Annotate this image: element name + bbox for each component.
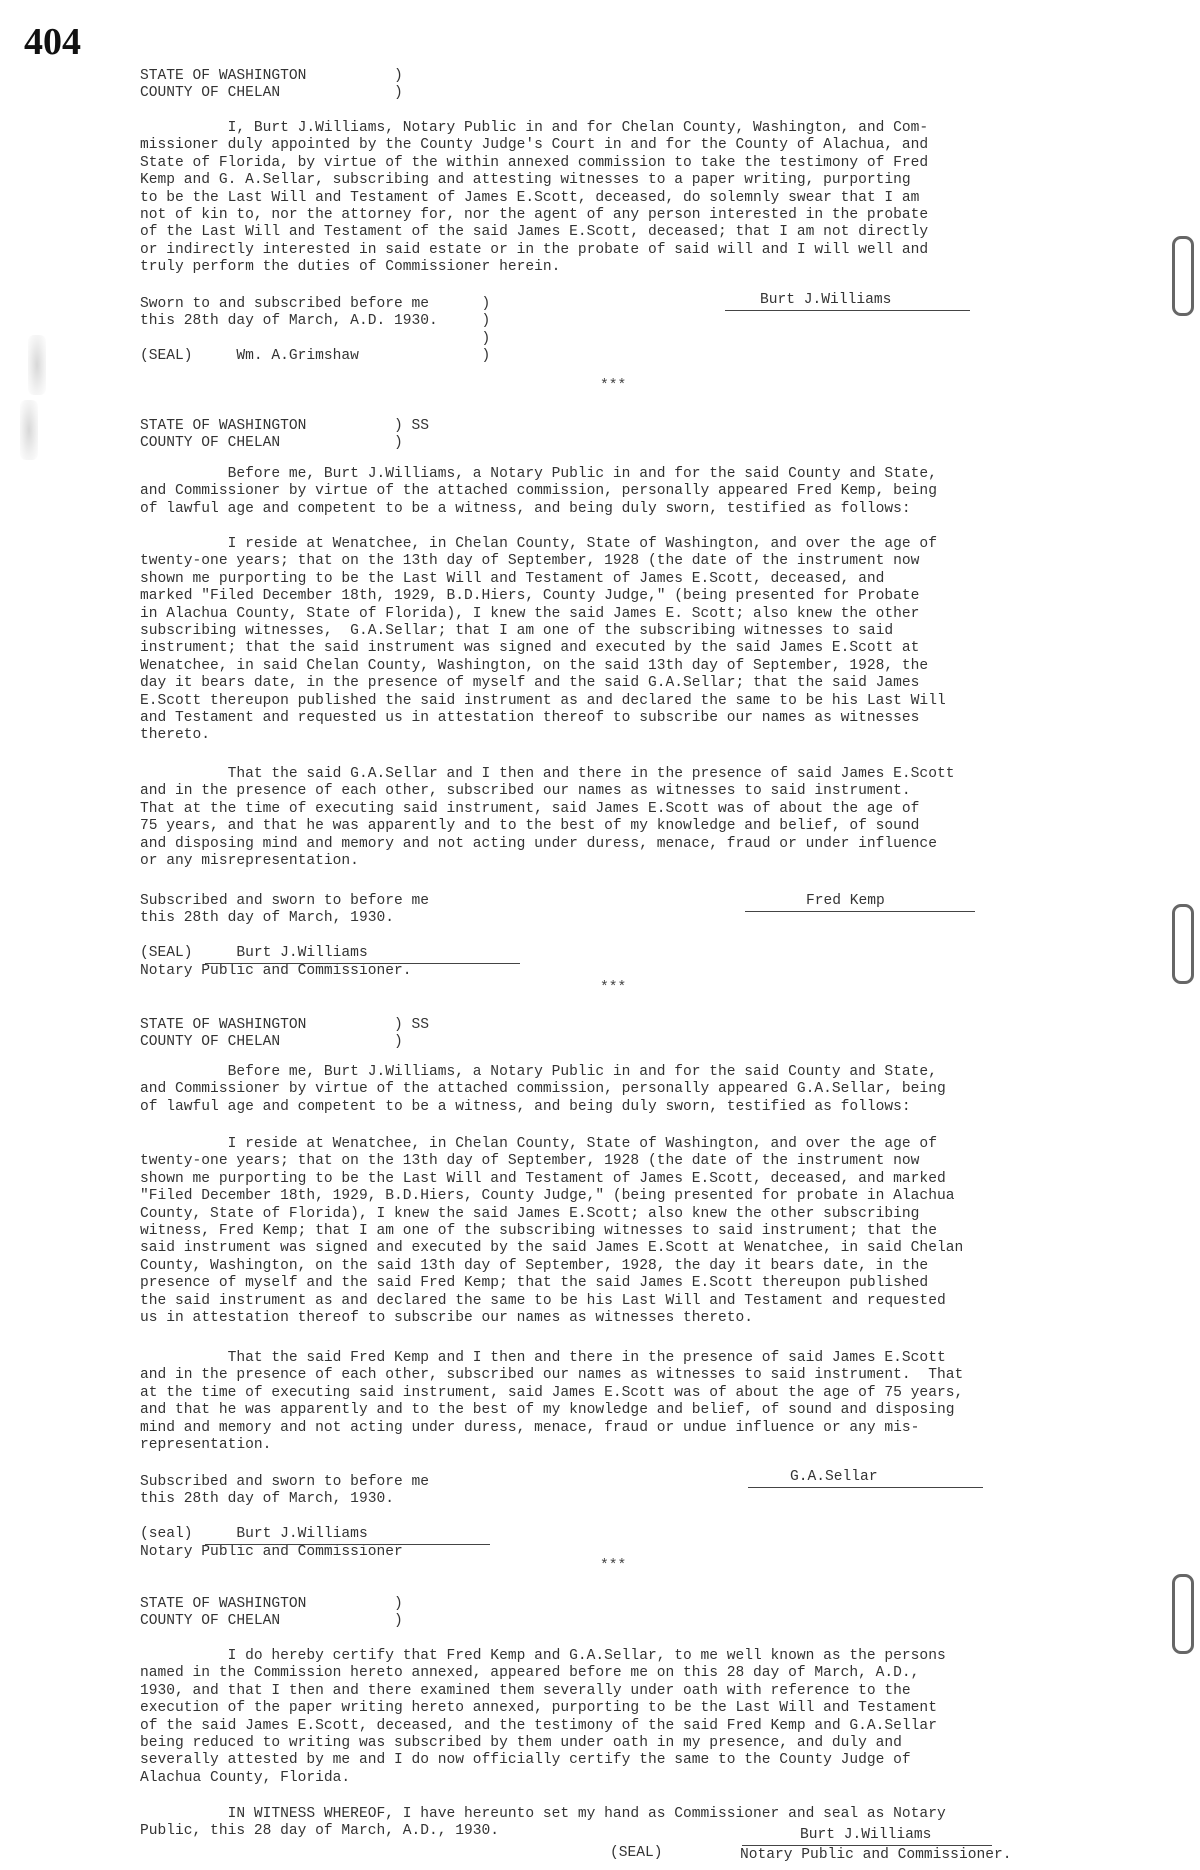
certificate-seal: (SEAL) (610, 1845, 663, 1861)
deposition-sellar-testimony-2: That the said Fred Kemp and I then and there in the presence of said James E.Scott and in the presence of each other, subscribed our names as witnesses to said instrument. That at the time of executing said instrument, said James E.Scott was of about the age of 75 years, and that he was apparently and to the best of my knowledge and belief, of sound and disposing mind and memory and not acting under duress, menace, fraud or undue influence or any mis- representation. (140, 1350, 964, 1454)
certificate-body: I do hereby certify that Fred Kemp and G.A.Sellar, to me well known as the persons named in the Commission hereto annexed, appeared before me on this 28 day of March, A.D., 1930, and that I then and there examined them severally under oath with reference to the execution of the paper writing hereto annexed, purporting to be the Last Will and Testament of the said James E.Scott, deceased, and the testimony of the said Fred Kemp and G.A.Sellar being reduced to writing was subscribed by them under oath in my presence, and duly and severally attested by me and I do now officially certify the same to the County Judge of Alachua County, Florida. (140, 1648, 946, 1786)
affidavit-jurat: Sworn to and subscribed before me ) this 28th day of March, A.D. 1930. ) ) (SEAL) Wm. A.Grimshaw ) (140, 296, 491, 365)
deposition-kemp-testimony-1: I reside at Wenatchee, in Chelan County, State of Washington, and over the age of twenty-one years; that on the 13th day of September, 1928 (the date of the instrument now shown me purporting to be the Last Will and Testament of James E.Scott, deceased, and marked "Filed December 18th, 1929, B.D.Hiers, County Judge," (being presented for Probate in Alachua County, State of Florida), I knew the said James E. Scott; also knew the other subscribing witnesses, G.A.Sellar; that I am one of the subscribing witnesses to said instrument; that the said instrument was signed and executed by the said James E.Scott at Wenatchee, in said Chelan County, Washington, on the said 13th day of September, 1928, the day it bears date, in the presence of myself and the said G.A.Sellar; that the said James E.Scott thereupon published the said instrument as and declared the same to be his Last Will and Testament and requested us in attestation thereof to subscribe our names as witnesses thereto. (140, 536, 946, 744)
margin-smudge (20, 400, 38, 460)
deposition-sellar-venue: STATE OF WASHINGTON ) SS COUNTY OF CHELAN ) (140, 1017, 430, 1051)
affidavit-body: I, Burt J.Williams, Notary Public in and for Chelan County, Washington, and Com- missioner duly appointed by the County Judge's Court in and for the County of Alachua, and State of Florida, by virtue of the within annexed commission to take the testimony of Fred Kemp and G. A.Sellar, subscribing and attesting witnesses to a paper writing, purporting to be the Last Will and Testament of James E.Scott, deceased, do solemnly swear that I am not of kin to, nor the attorney for, nor the agent of any person interested in the probate of the Last Will and Testament of the said James E.Scott, deceased; that I am not directly or indirectly interested in said estate or in the probate of said will and I will well and truly perform the duties of Commissioner herein. (140, 120, 929, 276)
affidavit-venue: STATE OF WASHINGTON ) COUNTY OF CHELAN ) (140, 68, 403, 102)
binder-bracket-top (1172, 236, 1194, 316)
certificate-signature-title: Notary Public and Commissioner. (740, 1847, 1012, 1863)
deposition-sellar-signature: G.A.Sellar (790, 1469, 878, 1485)
deposition-sellar-signature-line (748, 1487, 983, 1488)
deposition-kemp-signature: Fred Kemp (806, 893, 885, 909)
deposition-sellar-intro: Before me, Burt J.Williams, a Notary Public in and for the said County and State, and Commissioner by virtue of the attached commission, personally appeared G.A.Sellar, being of lawful age and competent to be a witness, and being duly sworn, testified as follows: (140, 1064, 946, 1115)
deposition-kemp-seal-line (205, 963, 520, 964)
deposition-kemp-signature-line (745, 911, 975, 912)
separator: *** (600, 378, 627, 394)
affidavit-signature-line (725, 310, 970, 311)
deposition-kemp-jurat: Subscribed and sworn to before me this 28th day of March, 1930. (SEAL) Burt J.Williams Notary Public and Commissioner. (140, 893, 430, 979)
deposition-sellar-jurat: Subscribed and sworn to before me this 28th day of March, 1930. (seal) Burt J.Williams Notary Public and Commissioner (140, 1474, 430, 1560)
deposition-sellar-seal-line (205, 1544, 490, 1545)
certificate-signature: Burt J.Williams (800, 1827, 932, 1843)
margin-smudge (28, 335, 46, 395)
certificate-witness-clause: IN WITNESS WHEREOF, I have hereunto set my hand as Commissioner and seal as Notary Public, this 28 day of March, A.D., 1930. (140, 1806, 946, 1840)
binder-bracket-bottom (1172, 1574, 1194, 1654)
binder-bracket-middle (1172, 904, 1194, 984)
separator: *** (600, 1558, 627, 1574)
separator: *** (600, 980, 627, 996)
certificate-venue: STATE OF WASHINGTON ) COUNTY OF CHELAN ) (140, 1596, 403, 1630)
page-number: 404 (24, 21, 81, 63)
deposition-sellar-testimony-1: I reside at Wenatchee, in Chelan County, State of Washington, and over the age of twenty-one years; that on the 13th day of September, 1928 (the date of the instrument now shown me purporting to be the Last Will and Testament of James E.Scott, deceased, and marked "Filed December 18th, 1929, B.D.Hiers, County Judge," (being presented for probate in Alachua County, State of Florida), I knew the said James E.Scott; also knew the other subscribing witness, Fred Kemp; that I am one of the subscribing witnesses to said instrument; that the said instrument was signed and executed by the said James E.Scott at Wenatchee, in said Chelan County, Washington, on the said 13th day of September, 1928, the day it bears date, in the presence of myself and the said Fred Kemp; that the said James E.Scott thereupon published the said instrument as and declared the same to be his Last Will and Testament and requested us in attestation thereof to subscribe our names as witnesses thereto. (140, 1136, 964, 1327)
deposition-kemp-testimony-2: That the said G.A.Sellar and I then and there in the presence of said James E.Scott and in the presence of each other, subscribed our names as witnesses to said instrument. That at the time of executing said instrument, said James E.Scott was of about the age of 75 years, and that he was apparently and to the best of my knowledge and belief, of sound and disposing mind and memory and not acting under duress, menace, fraud or under influence or any misrepresentation. (140, 766, 955, 870)
deposition-kemp-venue: STATE OF WASHINGTON ) SS COUNTY OF CHELAN ) (140, 418, 430, 452)
certificate-signature-line (742, 1845, 992, 1846)
deposition-kemp-intro: Before me, Burt J.Williams, a Notary Public in and for the said County and State, and Commissioner by virtue of the attached commission, personally appeared Fred Kemp, being of lawful age and competent to be a witness, and being duly sworn, testified as follows: (140, 466, 937, 517)
affidavit-signature: Burt J.Williams (760, 292, 892, 308)
